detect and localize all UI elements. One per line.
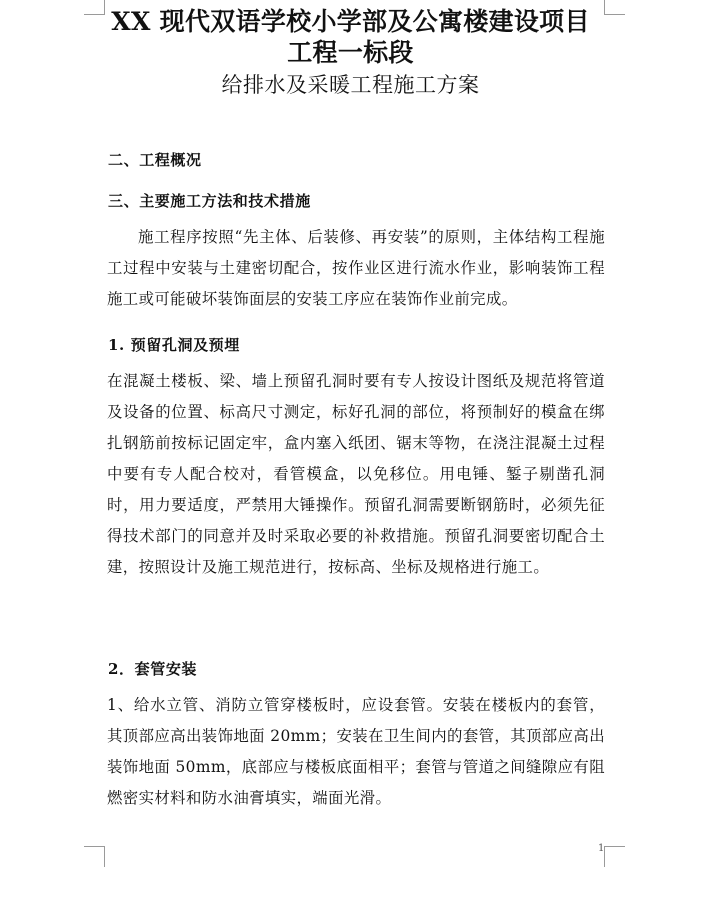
document-title [0, 6, 701, 68]
reserved-holes-paragraph: 在混凝土楼板、梁、墙上预留孔洞时要有专人按设计图纸及规范将管道及设备的位置、标高尺寸测定，标好孔洞的部位，将预制好的模盒在绑扎钢筋前按标记固定牢，盒内塞入纸团、锯末等物，在浇注混凝土过程中要有专人配合校对，看管模盒，以免移位。用电锤、錾子剔凿孔洞时，用力要适度，严禁用大锤操作。预留孔洞需要断钢筋时，必须先征得技术部门的同意并及时采取必要的补救措施。预留孔洞要密切配合土建，按照设计及施工规范进行，按标高、坐标及规格进行施工。 [107, 372, 605, 576]
crop-mark-bottom-left [84, 846, 105, 867]
crop-mark-bottom-right [604, 846, 625, 867]
subsection-heading-reserved-holes: 1. 预留孔洞及预埋 [108, 336, 240, 354]
subsection-heading-sleeve-install: 2．套管安装 [108, 660, 198, 678]
title-line-1: XX 现代双语学校小学部及公寓楼建设项目 [111, 7, 590, 36]
page-number: 1 [598, 843, 605, 854]
section-heading-overview: 二、工程概况 [108, 151, 202, 169]
sleeve-install-paragraph: 1、给水立管、消防立管穿楼板时，应设套管。安装在楼板内的套管，其顶部应高出装饰地面 20mm；安装在卫生间内的套管，其顶部应高出装饰地面 50mm，底部应与楼板底面相平；套管与管道之间缝隙应有阻燃密实材料和防水油膏填实，端面光滑。 [107, 696, 605, 807]
document-subtitle: 给排水及采暖工程施工方案 [221, 73, 480, 97]
section-heading-methods: 三、主要施工方法和技术措施 [108, 192, 311, 210]
methods-intro-paragraph: 施工程序按照“先主体、后装修、再安装”的原则，主体结构工程施工过程中安装与土建密切配合，按作业区进行流水作业，影响装饰工程施工或可能破坏装饰面层的安装工序应在装饰作业前完成。 [107, 228, 605, 308]
title-line-2: 工程一标段 [287, 38, 414, 67]
